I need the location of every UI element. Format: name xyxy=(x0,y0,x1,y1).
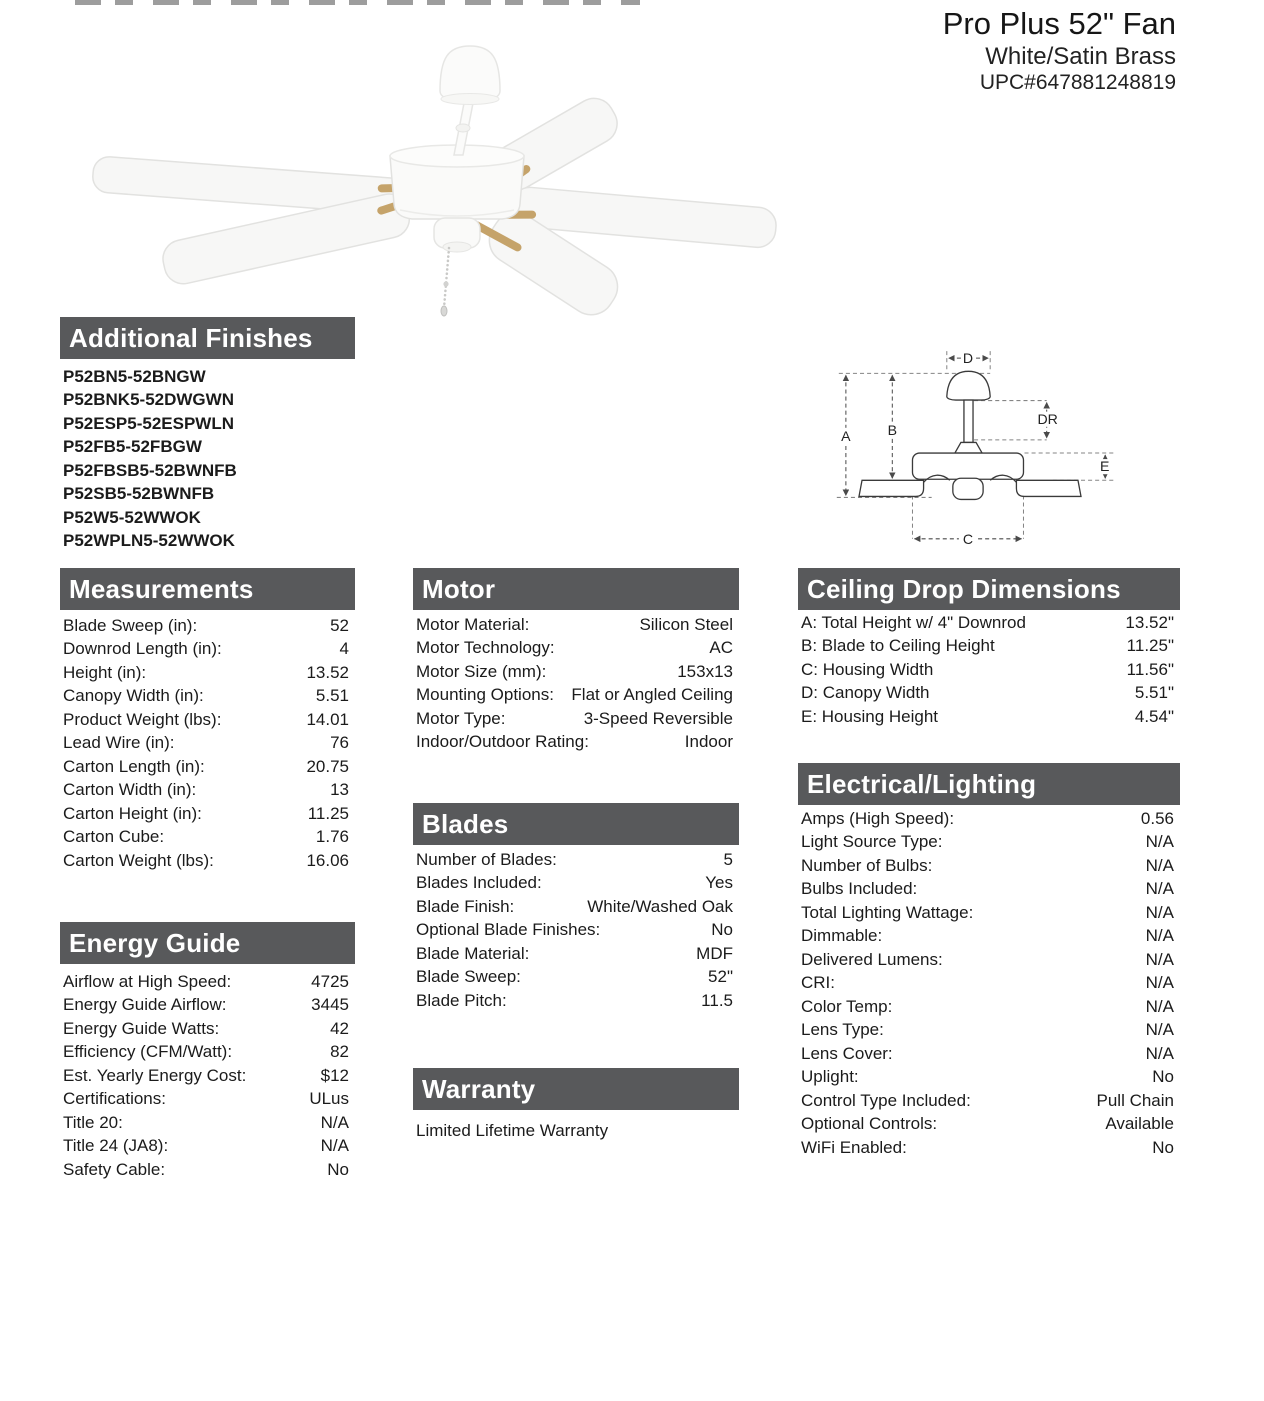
spec-label: Est. Yearly Energy Cost: xyxy=(63,1065,247,1085)
spec-row xyxy=(801,1113,1174,1137)
spec-value: 5.51 xyxy=(315,686,349,706)
spec-label: Number of Blades: xyxy=(416,849,557,869)
spec-value: No xyxy=(1152,1137,1174,1157)
spec-row xyxy=(63,849,349,873)
section-title: Motor xyxy=(413,568,739,610)
spec-value: 0.56 xyxy=(1140,808,1174,828)
spec-label: Carton Weight (lbs): xyxy=(63,850,214,870)
warranty-section xyxy=(413,1068,739,1143)
finish-code: P52FBSB5-52BWNFB xyxy=(63,460,237,480)
spec-row xyxy=(801,1136,1174,1160)
spec-row xyxy=(63,1158,349,1182)
spec-value: 13 xyxy=(330,780,349,800)
spec-label: Control Type Included: xyxy=(801,1090,971,1110)
measurements-section xyxy=(60,568,355,873)
spec-label: Number of Bulbs: xyxy=(801,855,933,875)
canopy xyxy=(440,46,500,105)
spec-value: N/A xyxy=(320,1136,349,1156)
spec-label: Safety Cable: xyxy=(63,1159,166,1179)
spec-value: 13.52 xyxy=(306,662,349,682)
spec-value: White/Washed Oak xyxy=(587,896,733,916)
diagram-downrod xyxy=(964,400,973,442)
spec-row xyxy=(801,831,1174,855)
spec-value: 52 xyxy=(330,615,349,635)
switch-housing xyxy=(434,218,480,252)
spec-value: 16.06 xyxy=(306,850,349,870)
spec-value: $12 xyxy=(320,1065,349,1085)
dim-label-a: A xyxy=(841,427,851,444)
spec-row xyxy=(416,848,733,872)
motor-housing xyxy=(390,145,524,219)
section-title: Ceiling Drop Dimensions xyxy=(798,568,1180,610)
spec-row xyxy=(63,826,349,850)
diagram-blade-left xyxy=(859,480,924,496)
spec-label: Title 20: xyxy=(63,1112,123,1132)
spec-label: Motor Type: xyxy=(416,708,506,728)
blades-rows xyxy=(413,845,739,1013)
finish-item xyxy=(63,436,349,460)
spec-value: N/A xyxy=(1145,855,1174,875)
spec-row xyxy=(63,1041,349,1065)
ceiling-drop-diagram xyxy=(818,338,1122,560)
spec-label: B: Blade to Ceiling Height xyxy=(801,636,995,656)
electrical-rows xyxy=(798,805,1180,1160)
spec-row xyxy=(416,660,733,684)
finish-code: P52BN5-52BNGW xyxy=(63,366,206,386)
spec-value: Indoor xyxy=(684,732,733,752)
spec-label: Carton Cube: xyxy=(63,827,165,847)
spec-label: Total Lighting Wattage: xyxy=(801,902,974,922)
spec-label: Blade Sweep (in): xyxy=(63,615,198,635)
spec-value: 13.52" xyxy=(1125,612,1174,632)
spec-label: Indoor/Outdoor Rating: xyxy=(416,732,589,752)
spec-label: Certifications: xyxy=(63,1089,166,1109)
spec-label: Lens Cover: xyxy=(801,1043,893,1063)
spec-label: Energy Guide Airflow: xyxy=(63,995,227,1015)
finish-item xyxy=(63,459,349,483)
spec-label: Amps (High Speed): xyxy=(801,808,955,828)
spec-value: 5.51" xyxy=(1134,683,1174,703)
spec-value: 76 xyxy=(330,733,349,753)
spec-label: Motor Size (mm): xyxy=(416,661,547,681)
spec-row xyxy=(801,1066,1174,1090)
spec-value: Flat or Angled Ceiling xyxy=(571,685,733,705)
spec-label: Height (in): xyxy=(63,662,147,682)
spec-row xyxy=(416,684,733,708)
spec-row xyxy=(63,732,349,756)
spec-label: Motor Material: xyxy=(416,614,530,634)
finish-code: P52W5-52WWOK xyxy=(63,507,201,527)
spec-row xyxy=(416,731,733,755)
spec-row xyxy=(416,942,733,966)
spec-label: Airflow at High Speed: xyxy=(63,971,232,991)
spec-value: Available xyxy=(1105,1114,1174,1134)
spec-label: C: Housing Width xyxy=(801,659,934,679)
spec-value: 4.54" xyxy=(1134,706,1174,726)
finish-code: P52BNK5-52DWGWN xyxy=(63,390,234,410)
spec-row xyxy=(416,872,733,896)
spec-label: Title 24 (JA8): xyxy=(63,1136,169,1156)
spec-row xyxy=(63,614,349,638)
spec-label: Canopy Width (in): xyxy=(63,686,204,706)
spec-row xyxy=(801,807,1174,831)
spec-value: 11.25" xyxy=(1126,636,1174,656)
spec-row xyxy=(801,878,1174,902)
spec-row xyxy=(801,972,1174,996)
product-finish: White/Satin Brass xyxy=(985,42,1176,70)
spec-value: N/A xyxy=(1145,973,1174,993)
measurements-rows xyxy=(60,610,355,873)
spec-label: Blade Sweep: xyxy=(416,967,521,987)
spec-value: 3-Speed Reversible xyxy=(583,708,733,728)
spec-row xyxy=(801,1019,1174,1043)
spec-label: Mounting Options: xyxy=(416,685,554,705)
spec-value: Silicon Steel xyxy=(639,614,733,634)
diagram-canopy xyxy=(947,371,990,400)
spec-row xyxy=(801,854,1174,878)
spec-row xyxy=(801,995,1174,1019)
spec-label: Lead Wire (in): xyxy=(63,733,175,753)
motor-section xyxy=(413,568,739,754)
spec-row xyxy=(63,1064,349,1088)
spec-value: N/A xyxy=(1145,996,1174,1016)
spec-value: 11.56" xyxy=(1126,659,1174,679)
electrical-section xyxy=(798,763,1180,1160)
spec-row xyxy=(801,1042,1174,1066)
section-title: Electrical/Lighting xyxy=(798,763,1180,805)
spec-label: Lens Type: xyxy=(801,1020,884,1040)
spec-row xyxy=(416,989,733,1013)
spec-label: Energy Guide Watts: xyxy=(63,1018,220,1038)
spec-row xyxy=(63,638,349,662)
spec-value: No xyxy=(327,1159,349,1179)
spec-row xyxy=(801,925,1174,949)
dim-label-b: B xyxy=(887,421,898,438)
spec-value: AC xyxy=(709,638,733,658)
spec-value: N/A xyxy=(1145,926,1174,946)
spec-row xyxy=(63,970,349,994)
spec-label: D: Canopy Width xyxy=(801,683,930,703)
spec-value: N/A xyxy=(1145,902,1174,922)
finish-item xyxy=(63,389,349,413)
product-upc: UPC#647881248819 xyxy=(979,70,1176,94)
spec-value: 11.5 xyxy=(701,990,733,1010)
finish-item xyxy=(63,412,349,436)
spec-value: 20.75 xyxy=(306,756,349,776)
spec-label: WiFi Enabled: xyxy=(801,1137,907,1157)
spec-label: Optional Blade Finishes: xyxy=(416,920,601,940)
spec-row xyxy=(63,1135,349,1159)
finish-item xyxy=(63,506,349,530)
title-block xyxy=(943,6,1176,96)
dim-label-dr: DR xyxy=(1037,410,1058,427)
additional-finishes-section xyxy=(60,317,355,553)
finish-code: P52SB5-52BWNFB xyxy=(63,484,215,504)
spec-row xyxy=(801,1089,1174,1113)
spec-row xyxy=(416,895,733,919)
spec-label: Delivered Lumens: xyxy=(801,949,943,969)
spec-value: N/A xyxy=(1145,832,1174,852)
spec-value: 52" xyxy=(708,967,733,987)
spec-value: N/A xyxy=(1145,949,1174,969)
spec-row xyxy=(63,755,349,779)
spec-row xyxy=(63,685,349,709)
spec-value: Pull Chain xyxy=(1096,1090,1174,1110)
ceiling-drop-rows xyxy=(798,610,1180,729)
spec-label: Uplight: xyxy=(801,1067,859,1087)
spec-row xyxy=(801,901,1174,925)
spec-label: A: Total Height w/ 4" Downrod xyxy=(801,612,1026,632)
spec-row xyxy=(416,919,733,943)
spec-label: Color Temp: xyxy=(801,996,893,1016)
spec-row xyxy=(801,658,1174,682)
truncated-header-text xyxy=(75,0,640,5)
spec-value: N/A xyxy=(1145,879,1174,899)
spec-value: No xyxy=(711,920,733,940)
spec-label: Downrod Length (in): xyxy=(63,639,222,659)
product-photo xyxy=(60,18,780,318)
spec-label: Carton Length (in): xyxy=(63,756,205,776)
spec-value: 3445 xyxy=(311,995,349,1015)
finish-item xyxy=(63,530,349,554)
finish-code: P52WPLN5-52WWOK xyxy=(63,531,235,551)
blades-section xyxy=(413,803,739,1013)
spec-label: Optional Controls: xyxy=(801,1114,938,1134)
spec-value: No xyxy=(1152,1067,1174,1087)
dim-label-e: E xyxy=(1100,458,1110,475)
spec-value: ULus xyxy=(309,1089,349,1109)
spec-row xyxy=(801,948,1174,972)
spec-value: N/A xyxy=(1145,1020,1174,1040)
spec-value: N/A xyxy=(320,1112,349,1132)
spec-label: Product Weight (lbs): xyxy=(63,709,222,729)
finish-list xyxy=(60,359,355,553)
spec-value: 5 xyxy=(723,849,733,869)
motor-rows xyxy=(413,610,739,754)
spec-row xyxy=(416,613,733,637)
ceiling-drop-section xyxy=(798,568,1180,729)
spec-row xyxy=(801,611,1174,635)
section-title: Energy Guide xyxy=(60,922,355,964)
section-title: Warranty xyxy=(413,1068,739,1110)
spec-value: 4725 xyxy=(311,971,349,991)
spec-row xyxy=(416,966,733,990)
section-title: Measurements xyxy=(60,568,355,610)
spec-row xyxy=(416,707,733,731)
product-name: Pro Plus 52" Fan xyxy=(942,6,1176,41)
spec-row xyxy=(63,708,349,732)
spec-value: 4 xyxy=(339,639,349,659)
spec-label: Blades Included: xyxy=(416,873,542,893)
spec-label: CRI: xyxy=(801,973,835,993)
spec-value: 11.25 xyxy=(307,803,349,823)
warranty-text: Limited Lifetime Warranty xyxy=(416,1120,609,1140)
spec-label: Light Source Type: xyxy=(801,832,943,852)
diagram-blade-right xyxy=(1016,480,1081,496)
spec-value: 153x13 xyxy=(677,661,733,681)
finish-code: P52FB5-52FBGW xyxy=(63,437,202,457)
finish-item xyxy=(63,365,349,389)
spec-value: MDF xyxy=(696,943,733,963)
spec-label: Blade Pitch: xyxy=(416,990,507,1010)
pull-chain xyxy=(441,248,449,316)
spec-label: Dimmable: xyxy=(801,926,883,946)
spec-label: Efficiency (CFM/Watt): xyxy=(63,1042,233,1062)
spec-row xyxy=(63,1111,349,1135)
diagram-light-kit xyxy=(953,478,983,499)
spec-value: Yes xyxy=(705,873,733,893)
energy-guide-section xyxy=(60,922,355,1182)
spec-value: 42 xyxy=(330,1018,349,1038)
dim-label-d: D xyxy=(962,350,974,367)
spec-label: Blade Material: xyxy=(416,943,530,963)
spec-row xyxy=(416,637,733,661)
spec-value: 82 xyxy=(330,1042,349,1062)
dim-label-c: C xyxy=(962,530,974,547)
spec-label: Blade Finish: xyxy=(416,896,515,916)
finish-code: P52ESP5-52ESPWLN xyxy=(63,413,235,433)
spec-row xyxy=(801,635,1174,659)
spec-label: Carton Width (in): xyxy=(63,780,197,800)
spec-value: 1.76 xyxy=(315,827,349,847)
spec-row xyxy=(63,802,349,826)
spec-row xyxy=(63,994,349,1018)
spec-label: Carton Height (in): xyxy=(63,803,202,823)
spec-row xyxy=(63,1017,349,1041)
spec-label: Bulbs Included: xyxy=(801,879,918,899)
spec-value: 14.01 xyxy=(306,709,349,729)
energy-guide-rows xyxy=(60,964,355,1182)
spec-row xyxy=(63,779,349,803)
spec-row xyxy=(63,661,349,685)
spec-row xyxy=(801,705,1174,729)
spec-value: N/A xyxy=(1145,1043,1174,1063)
section-title: Blades xyxy=(413,803,739,845)
spec-label: Motor Technology: xyxy=(416,638,555,658)
section-title: Additional Finishes xyxy=(60,317,355,359)
finish-item xyxy=(63,483,349,507)
spec-label: E: Housing Height xyxy=(801,706,939,726)
spec-row xyxy=(801,682,1174,706)
spec-row xyxy=(63,1088,349,1112)
